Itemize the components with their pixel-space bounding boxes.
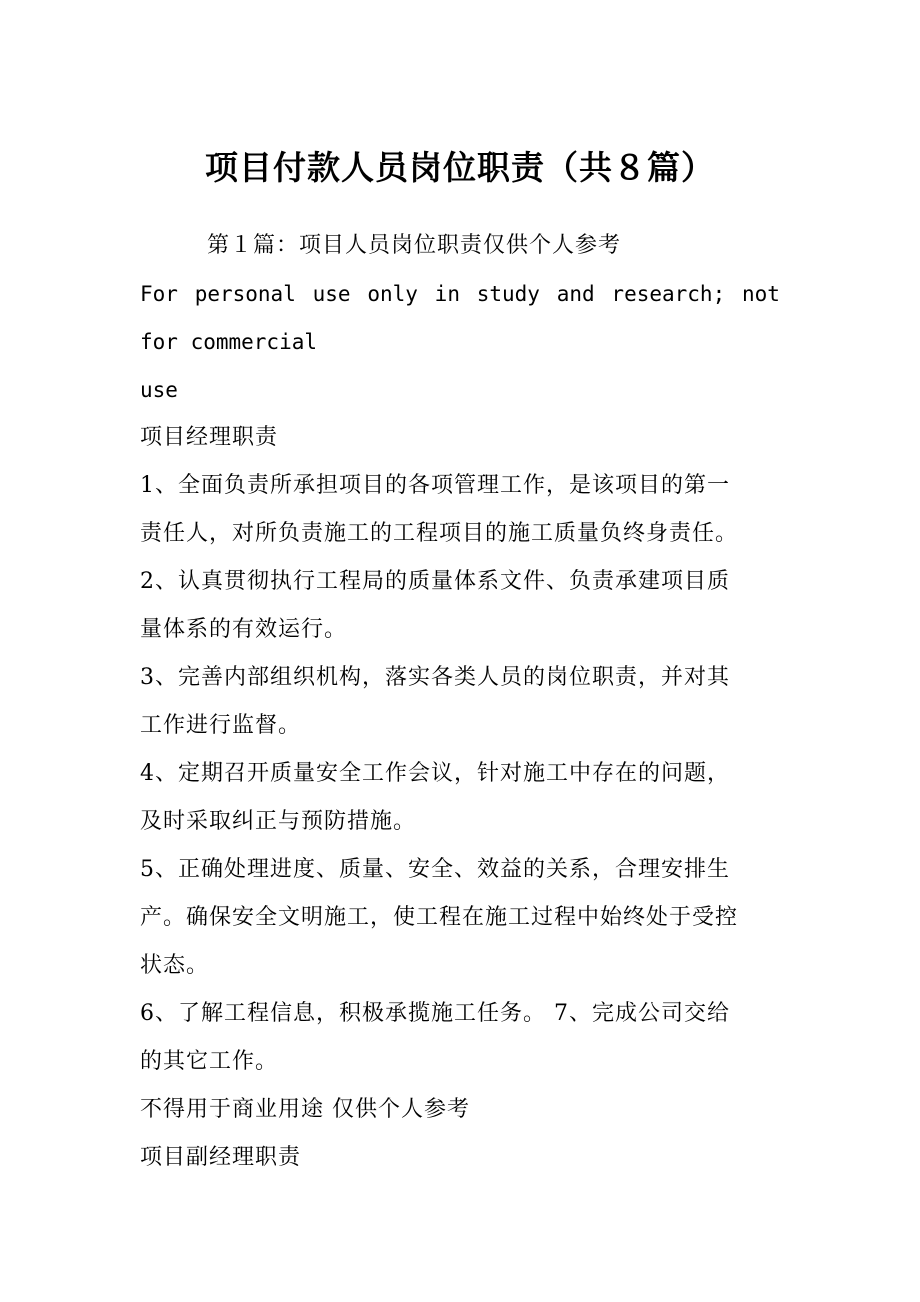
english-word: study bbox=[476, 282, 540, 306]
english-word: research; bbox=[611, 282, 726, 306]
english-word: and bbox=[556, 282, 595, 306]
english-notice-line-1 bbox=[140, 270, 780, 318]
duty-item-2-line-1: 2、认真贯彻执行工程局的质量体系文件、负责承建项目质 bbox=[140, 569, 730, 594]
english-notice-line-3: use bbox=[140, 378, 178, 402]
duty-item-1-line-2: 责任人，对所负责施工的工程项目的施工质量负终身责任。 bbox=[140, 521, 739, 546]
duty-item-1-line-1: 1、全面负责所承担项目的各项管理工作，是该项目的第一 bbox=[140, 473, 730, 498]
duty-item-4-line-2: 及时采取纠正与预防措施。 bbox=[140, 809, 417, 834]
english-word: only bbox=[367, 282, 418, 306]
english-word: personal bbox=[194, 282, 296, 306]
duty-item-5-line-2: 产。确保安全文明施工，使工程在施工过程中始终处于受控 bbox=[140, 905, 739, 930]
article-subtitle: 第１篇：项目人员岗位职责仅供个人参考 bbox=[207, 233, 622, 258]
english-word: use bbox=[312, 282, 351, 306]
section-heading-project-manager: 项目经理职责 bbox=[140, 425, 279, 450]
document-body bbox=[140, 222, 790, 1182]
duty-item-3-line-2: 工作进行监督。 bbox=[140, 713, 302, 738]
duty-item-4-line-1: 4、定期召开质量安全工作会议，针对施工中存在的问题， bbox=[140, 761, 730, 786]
duty-item-5-line-1: 5、正确处理进度、质量、安全、效益的关系，合理安排生 bbox=[140, 857, 730, 882]
duty-item-3-line-1: 3、完善内部组织机构，落实各类人员的岗位职责，并对其 bbox=[140, 665, 730, 690]
duty-item-5-line-3: 状态。 bbox=[140, 953, 210, 978]
section-heading-deputy-manager: 项目副经理职责 bbox=[140, 1145, 302, 1170]
document-title: 项目付款人员岗位职责（共８篇） bbox=[205, 148, 715, 187]
duty-item-6-line-2: 的其它工作。 bbox=[140, 1049, 279, 1074]
english-notice-line-2: for commercial bbox=[140, 330, 318, 354]
usage-notice: 不得用于商业用途 仅供个人参考 bbox=[140, 1097, 470, 1122]
english-word: in bbox=[434, 282, 460, 306]
duty-item-2-line-2: 量体系的有效运行。 bbox=[140, 617, 348, 642]
english-word: For bbox=[140, 282, 178, 306]
english-word: not bbox=[741, 282, 780, 306]
duty-item-6-line-1: 6、了解工程信息，积极承揽施工任务。 7、完成公司交给 bbox=[140, 1001, 730, 1026]
